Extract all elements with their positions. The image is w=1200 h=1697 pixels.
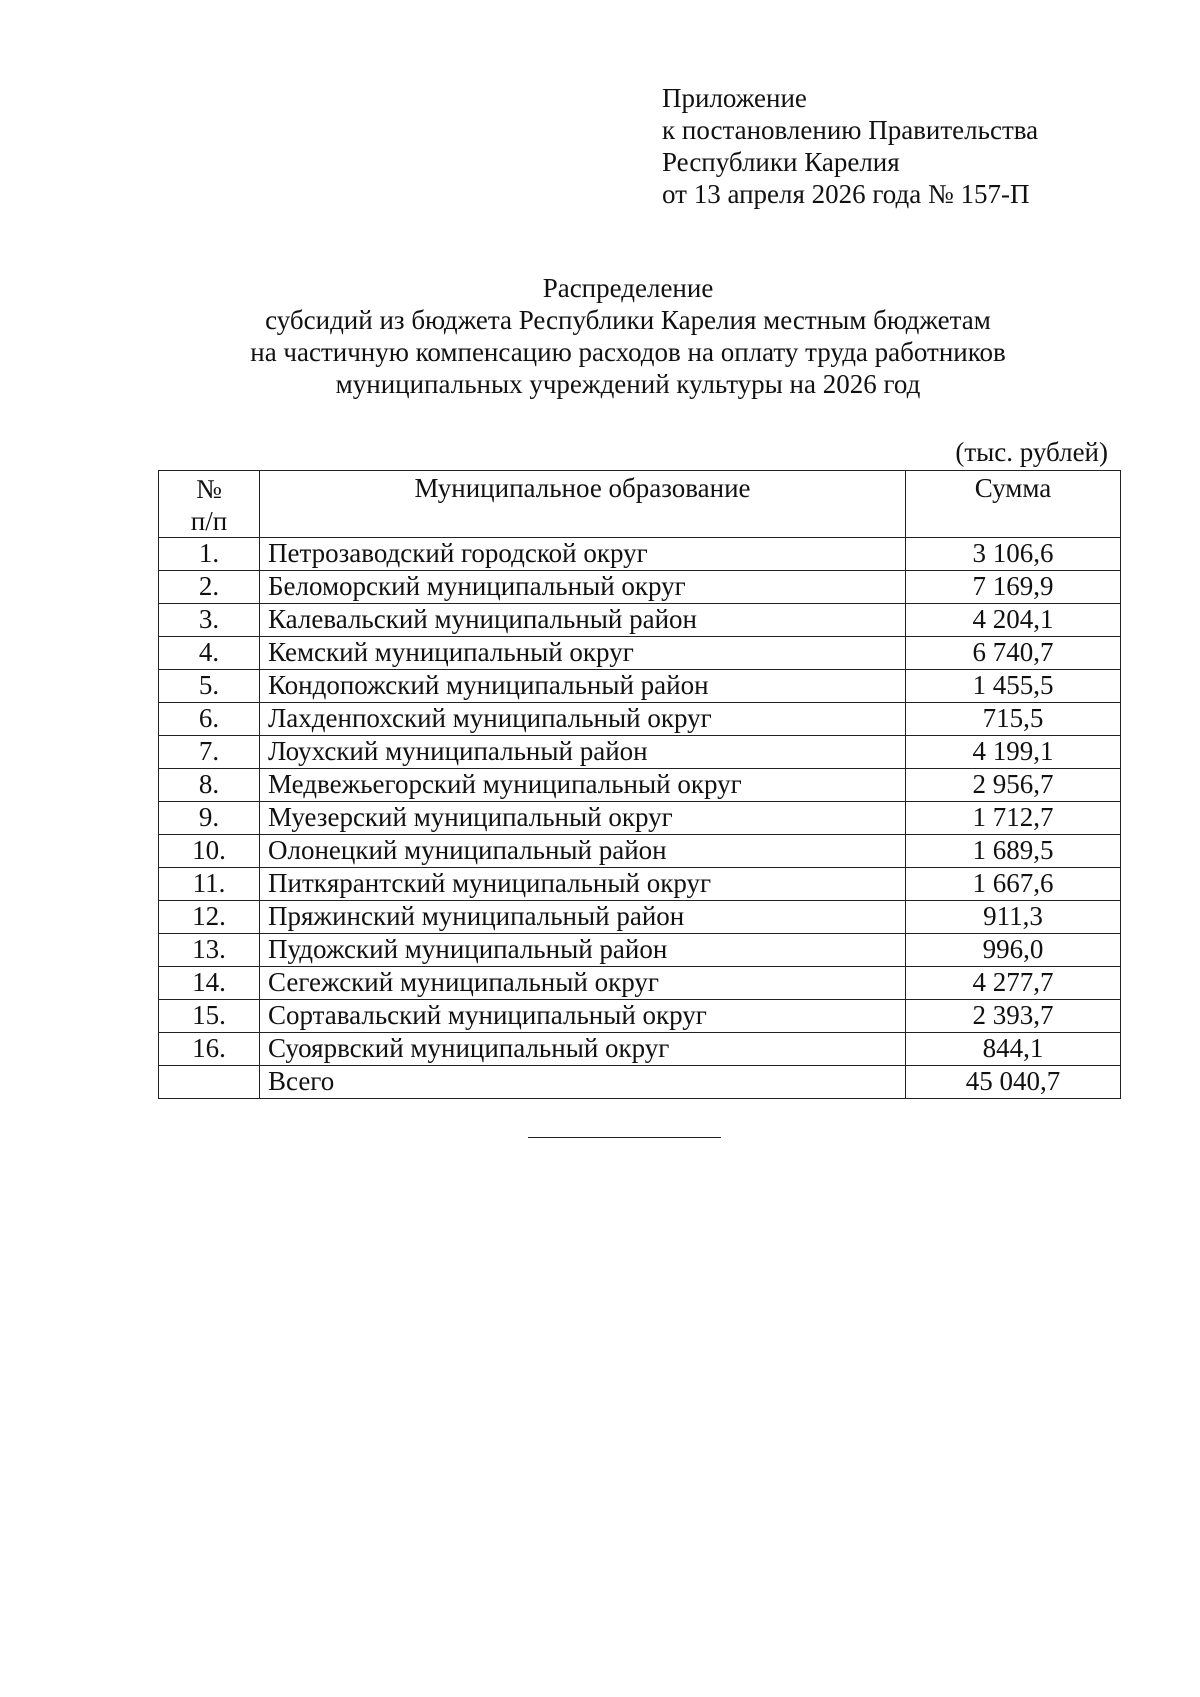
row-number: 14. <box>159 967 260 1000</box>
appendix-line: Республики Карелия <box>662 147 900 177</box>
row-number: 13. <box>159 934 260 967</box>
appendix-line: Приложение <box>662 83 807 113</box>
table-row <box>159 1033 1121 1066</box>
row-sum: 3 106,6 <box>906 538 1121 571</box>
row-number: 12. <box>159 901 260 934</box>
row-municipality: Суоярвский муниципальный округ <box>260 1033 906 1066</box>
row-sum: 6 740,7 <box>906 637 1121 670</box>
total-label: Всего <box>260 1066 906 1099</box>
title-line: муниципальных учреждений культуры на 2026 год <box>335 369 921 399</box>
closing-rule <box>528 1137 721 1138</box>
row-sum: 7 169,9 <box>906 571 1121 604</box>
row-municipality: Петрозаводский городской округ <box>260 538 906 571</box>
row-municipality: Кемский муниципальный округ <box>260 637 906 670</box>
header-sum: Сумма <box>906 471 1121 538</box>
row-sum: 4 204,1 <box>906 604 1121 637</box>
row-municipality: Сортавальский муниципальный округ <box>260 1000 906 1033</box>
row-number: 2. <box>159 571 260 604</box>
table-row <box>159 901 1121 934</box>
table-body <box>159 538 1121 1099</box>
row-sum: 844,1 <box>906 1033 1121 1066</box>
row-municipality: Сегежский муниципальный округ <box>260 967 906 1000</box>
table-row <box>159 868 1121 901</box>
row-sum: 1 712,7 <box>906 802 1121 835</box>
row-sum: 2 956,7 <box>906 769 1121 802</box>
row-sum: 4 277,7 <box>906 967 1121 1000</box>
row-number: 7. <box>159 736 260 769</box>
row-municipality: Пряжинский муниципальный район <box>260 901 906 934</box>
appendix-line: от 13 апреля 2026 года № 157-П <box>662 179 1030 209</box>
row-sum: 1 455,5 <box>906 670 1121 703</box>
row-number: 3. <box>159 604 260 637</box>
table-row <box>159 703 1121 736</box>
table-row <box>159 670 1121 703</box>
header-number-line1: № <box>196 474 222 504</box>
row-municipality: Калевальский муниципальный район <box>260 604 906 637</box>
title-line: субсидий из бюджета Республики Карелия местным бюджетам <box>265 305 991 335</box>
row-sum: 2 393,7 <box>906 1000 1121 1033</box>
table-row <box>159 736 1121 769</box>
row-sum: 1 689,5 <box>906 835 1121 868</box>
row-number: 8. <box>159 769 260 802</box>
row-sum: 911,3 <box>906 901 1121 934</box>
row-municipality: Беломорский муниципальный округ <box>260 571 906 604</box>
distribution-table <box>158 470 1121 1099</box>
row-number: 15. <box>159 1000 260 1033</box>
total-row <box>159 1066 1121 1099</box>
table-row <box>159 637 1121 670</box>
row-sum: 1 667,6 <box>906 868 1121 901</box>
total-sum: 45 040,7 <box>906 1066 1121 1099</box>
row-municipality: Медвежьегорский муниципальный округ <box>260 769 906 802</box>
row-number: 5. <box>159 670 260 703</box>
header-number <box>159 471 260 538</box>
row-sum: 4 199,1 <box>906 736 1121 769</box>
row-number: 4. <box>159 637 260 670</box>
row-municipality: Лахденпохский муниципальный округ <box>260 703 906 736</box>
title-line: на частичную компенсацию расходов на оплату труда работников <box>250 337 1006 367</box>
row-number: 1. <box>159 538 260 571</box>
table-row <box>159 967 1121 1000</box>
row-municipality: Муезерский муниципальный округ <box>260 802 906 835</box>
table-row <box>159 1000 1121 1033</box>
row-municipality: Питкярантский муниципальный округ <box>260 868 906 901</box>
row-municipality: Кондопожский муниципальный район <box>260 670 906 703</box>
table-row <box>159 802 1121 835</box>
document-title <box>0 272 1200 400</box>
unit-note: (тыс. рублей) <box>955 437 1108 467</box>
table-row <box>159 769 1121 802</box>
table-row <box>159 538 1121 571</box>
appendix-block <box>662 82 1038 210</box>
table-row <box>159 835 1121 868</box>
row-municipality: Олонецкий муниципальный район <box>260 835 906 868</box>
row-municipality: Лоухский муниципальный район <box>260 736 906 769</box>
row-municipality: Пудожский муниципальный район <box>260 934 906 967</box>
row-number: 16. <box>159 1033 260 1066</box>
row-number: 9. <box>159 802 260 835</box>
row-number: 11. <box>159 868 260 901</box>
header-row <box>159 471 1121 538</box>
row-sum: 996,0 <box>906 934 1121 967</box>
header-number-line2: п/п <box>190 506 228 536</box>
title-line: Распределение <box>542 273 714 303</box>
row-number: 6. <box>159 703 260 736</box>
appendix-line: к постановлению Правительства <box>662 115 1039 145</box>
header-municipality: Муниципальное образование <box>260 471 906 538</box>
total-number <box>159 1066 260 1099</box>
table-row <box>159 604 1121 637</box>
table-header <box>159 471 1121 538</box>
table-row <box>159 571 1121 604</box>
table-row <box>159 934 1121 967</box>
row-number: 10. <box>159 835 260 868</box>
row-sum: 715,5 <box>906 703 1121 736</box>
